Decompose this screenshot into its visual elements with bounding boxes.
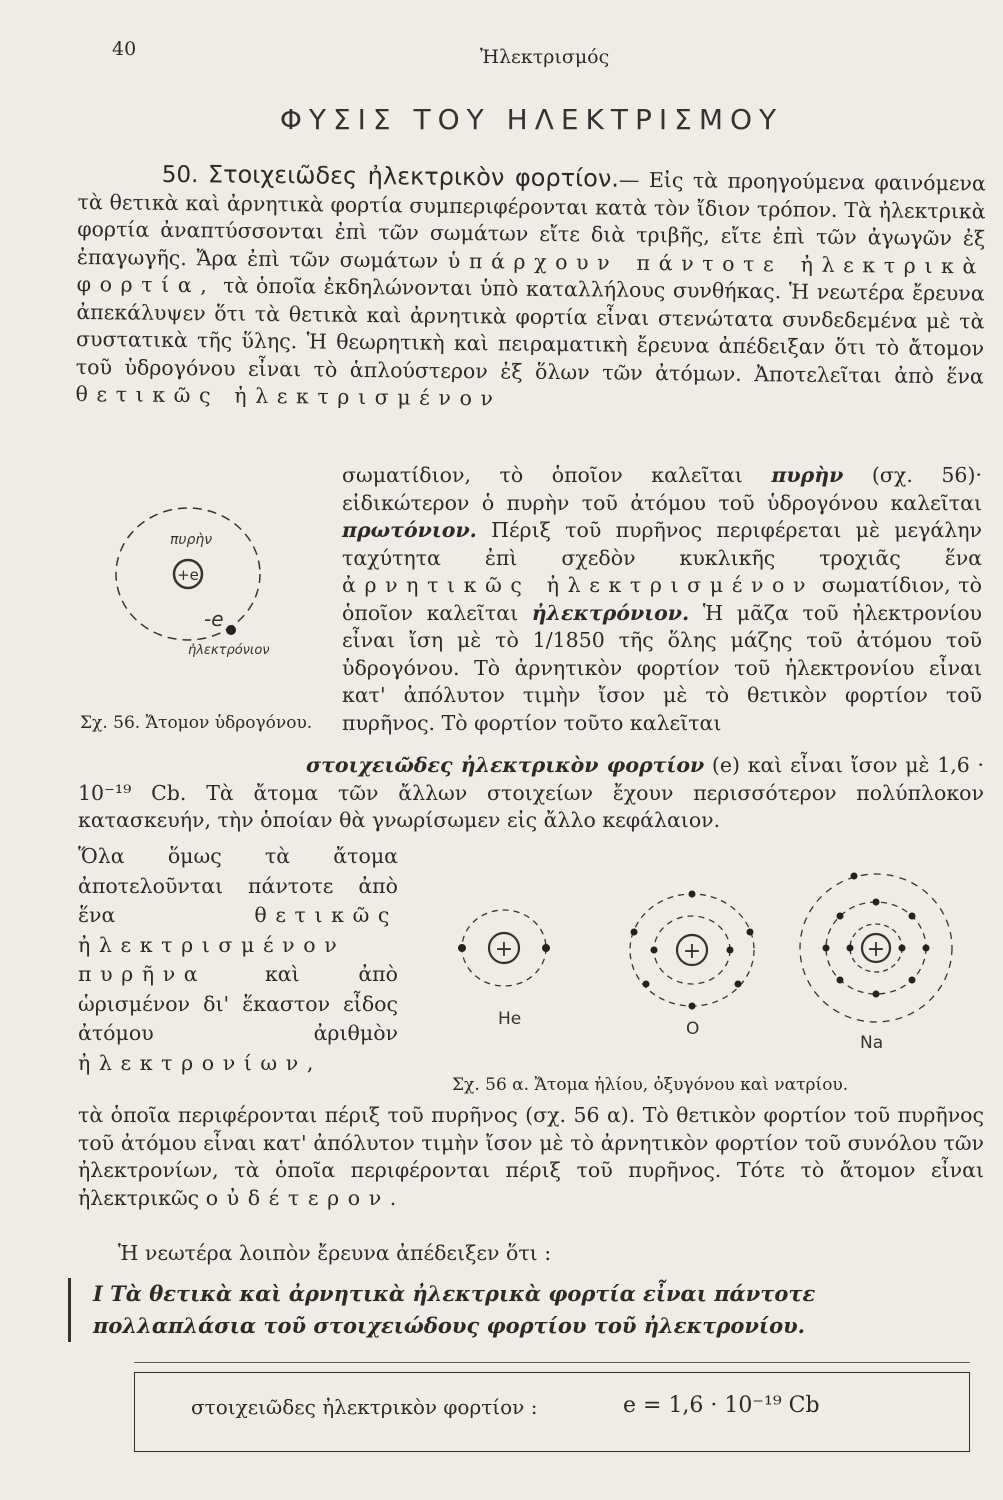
spaced-text: ἀρνητικῶς ἠλεκτρισμένον xyxy=(342,573,815,597)
spaced-text: οὐδέτερον. xyxy=(205,1185,405,1210)
paragraph-text: Ἡ μᾶζα τοῦ ἠλεκτρονίου εἶναι ἴση μὲ τὸ 1/1850 τῆς ὅλης μάζης τοῦ ἀτόμου τοῦ ὑδρογόνου. Τὸ ἀρνητικὸν φορτίον τοῦ ἠλεκτρονίου εἶναι κατ' ἀπόλυτον τιμὴν ἴσον μὲ τὸ θετικὸν φορτίον τοῦ πυρῆνος. Τὸ φορτίον τοῦτο καλεῖται xyxy=(342,600,982,735)
term-proton: πρωτόνιον. xyxy=(342,518,477,542)
helium-label: He xyxy=(498,1009,522,1029)
paragraph-text: σωματίδιον, τὸ ὁποῖον καλεῖται xyxy=(342,463,743,487)
figure-reference: (σχ. 56)· xyxy=(871,463,982,487)
paragraph-text: Ὅλα ὅμως τὰ ἄτομα ἀποτελοῦνται πάντοτε ἀπὸ ἕνα xyxy=(78,844,398,927)
paragraph-text: τὰ ὁποῖα ἐκδηλώνονται ὑπὸ καταλλήλους συνθήκας. Ἡ νεωτέρα ἔρευνα ἀπεκάλυψεν ὅτι τὰ θετικὰ καὶ ἀρνητικὰ φορτία εἶναι στενώτατα συνδεδεμένα μὲ τὰ συστατικὰ τῆς ὕλης. Ἡ θεωρητικὴ καὶ πειραματικὴ ἔρευνα ἀπέδειξαν ὅτι τὸ ἄτομον τοῦ ὑδρογόνου εἶναι τὸ ἁπλούστερον ἐξ ὅλων τῶν ἀτόμων. Ἀποτελεῖται ἀπὸ ἕνα xyxy=(75,273,985,388)
chapter-title: ΦΥΣΙΣ ΤΟΥ ΗΛΕΚΤΡΙΣΜΟΥ xyxy=(279,103,784,136)
figure-56-caption: Σχ. 56. Ἄτομον ὑδρογόνου. xyxy=(80,713,313,733)
formula-box-top-rule xyxy=(134,1362,970,1363)
term-nucleus: πυρὴν xyxy=(771,463,844,487)
paragraph-text: καὶ ἀπὸ ὡρισμένον δι' ἕκαστον εἶδος ἀτόμου ἀριθμὸν xyxy=(78,962,398,1045)
formula-value: e = 1,6 · 10⁻¹⁹ Cb xyxy=(623,1393,820,1418)
section-paragraph-continued xyxy=(78,1102,984,1212)
sodium-label: Na xyxy=(860,1033,884,1053)
sodium-atom xyxy=(800,873,952,1054)
page-number: 40 xyxy=(112,38,137,60)
term-elementary-charge: στοιχειῶδες ἠλεκτρικὸν φορτίον xyxy=(306,753,705,777)
paragraph-text: — Εἰς τὰ προηγούμενα φαινόμενα τὰ θετικὰ καὶ ἀρνητικὰ φορτία συμπεριφέρονται κατὰ τὸν ἴδιον τρόπον. Τὰ ἠλεκτρικὰ φορτία ἀναπτύσσονται ἐπὶ τῶν σωμάτων εἴτε διὰ τριβῆς, εἴτε ἐπὶ τῶν ἀγωγῶν ἐξ ἐπαγωγῆς. Ἄρα ἐπὶ τῶν σωμάτων xyxy=(76,167,986,273)
spaced-text: ὑπάρχουν πάντοτε ἠλεκτρικὰ φορτία, xyxy=(76,248,986,298)
figure-atoms-he-o-na xyxy=(448,862,968,1062)
formula-box xyxy=(134,1372,970,1452)
nucleus-label: πυρὴν xyxy=(170,532,213,548)
section-number: 50. xyxy=(161,161,199,189)
paragraph-text: εἰδικώτερον ὁ πυρὴν τοῦ ἀτόμου τοῦ ὑδρογόνου καλεῖται xyxy=(342,490,982,515)
law-text: Τὰ θετικὰ καὶ ἀρνητικὰ ἠλεκτρικὰ φορτία εἶναι πάντοτε πολλαπλάσια τοῦ στοιχειώδους φορτίου τοῦ ἠλεκτρονίου. xyxy=(93,1281,816,1338)
paragraph-text: Πέριξ τοῦ πυρῆνος περιφέρεται μὲ μεγάλην ταχύτητα ἐπὶ σχεδὸν κυκλικῆς τροχιᾶς ἕνα xyxy=(342,518,982,570)
section-paragraph-intro xyxy=(75,160,986,418)
electron-label: ἠλεκτρόνιον xyxy=(188,643,270,658)
spaced-text: ἠλεκτρονίων, xyxy=(78,1050,322,1075)
electron-dot xyxy=(226,625,236,635)
paragraph-text: σωματίδιον, τὸ ὁποῖον καλεῖται xyxy=(342,573,982,625)
section-paragraph-full-width xyxy=(78,752,984,835)
spaced-text: θετικῶς ἠλεκτρισμένον xyxy=(75,381,502,411)
electron-charge-label: -e xyxy=(204,607,224,631)
oxygen-label: O xyxy=(686,1019,700,1039)
oxygen-nucleus-plus: + xyxy=(682,939,702,964)
law-statement xyxy=(68,1278,968,1342)
running-head: Ἠλεκτρισμός xyxy=(480,46,610,68)
spaced-text: θετικῶς ἠλεκτρισμένον πυρῆνα xyxy=(78,903,398,986)
paragraph-text: Ἡ νεωτέρα λοιπὸν ἔρευνα ἀπέδειξεν ὅτι : xyxy=(118,1241,552,1265)
sodium-nucleus-plus: + xyxy=(866,937,886,962)
term-electron: ἠλεκτρόνιον. xyxy=(531,600,690,625)
figure-56a-caption: Σχ. 56 α. Ἄτομα ἡλίου, ὀξυγόνου καὶ νατρίου. xyxy=(452,1075,849,1095)
paragraph-text: (e) καὶ εἶναι ἴσον μὲ 1,6 · 10⁻¹⁹ Cb. Τὰ ἄτομα τῶν ἄλλων στοιχείων ἔχουν περισσότερον πολύπλοκον κατασκευήν, τὴν ὁποίαν θὰ γνωρίσωμεν εἰς ἄλλο κεφάλαιον. xyxy=(78,753,984,832)
section-heading: Στοιχειῶδες ἠλεκτρικὸν φορτίον. xyxy=(207,160,620,193)
helium-atom xyxy=(458,910,550,1029)
section-paragraph-left-column xyxy=(78,842,398,1078)
oxygen-atom xyxy=(630,891,754,1040)
figure-hydrogen-atom xyxy=(100,488,310,668)
law-marker: I xyxy=(93,1281,103,1306)
formula-label: στοιχειῶδες ἠλεκτρικὸν φορτίον : xyxy=(191,1395,538,1419)
nucleus-charge-label: +e xyxy=(177,566,199,584)
section-paragraph-right-column xyxy=(342,462,982,737)
section-paragraph-conclusion xyxy=(78,1240,984,1268)
helium-nucleus-plus: + xyxy=(494,937,514,962)
paragraph-text: τὰ ὁποῖα περιφέρονται πέριξ τοῦ πυρῆνος (σχ. 56 α). Τὸ θετικὸν φορτίον τοῦ πυρῆνος τοῦ ἀτόμου εἶναι κατ' ἀπόλυτον τιμὴν ἴσον μὲ τὸ ἀρνητικὸν φορτίον τοῦ συνόλου τῶν ἠλεκτρονίων, τὰ ὁποῖα περιφέρονται πέριξ τοῦ πυρῆνος. Τότε τὸ ἄτομον εἶναι ἠλεκτρικῶς xyxy=(78,1103,984,1210)
